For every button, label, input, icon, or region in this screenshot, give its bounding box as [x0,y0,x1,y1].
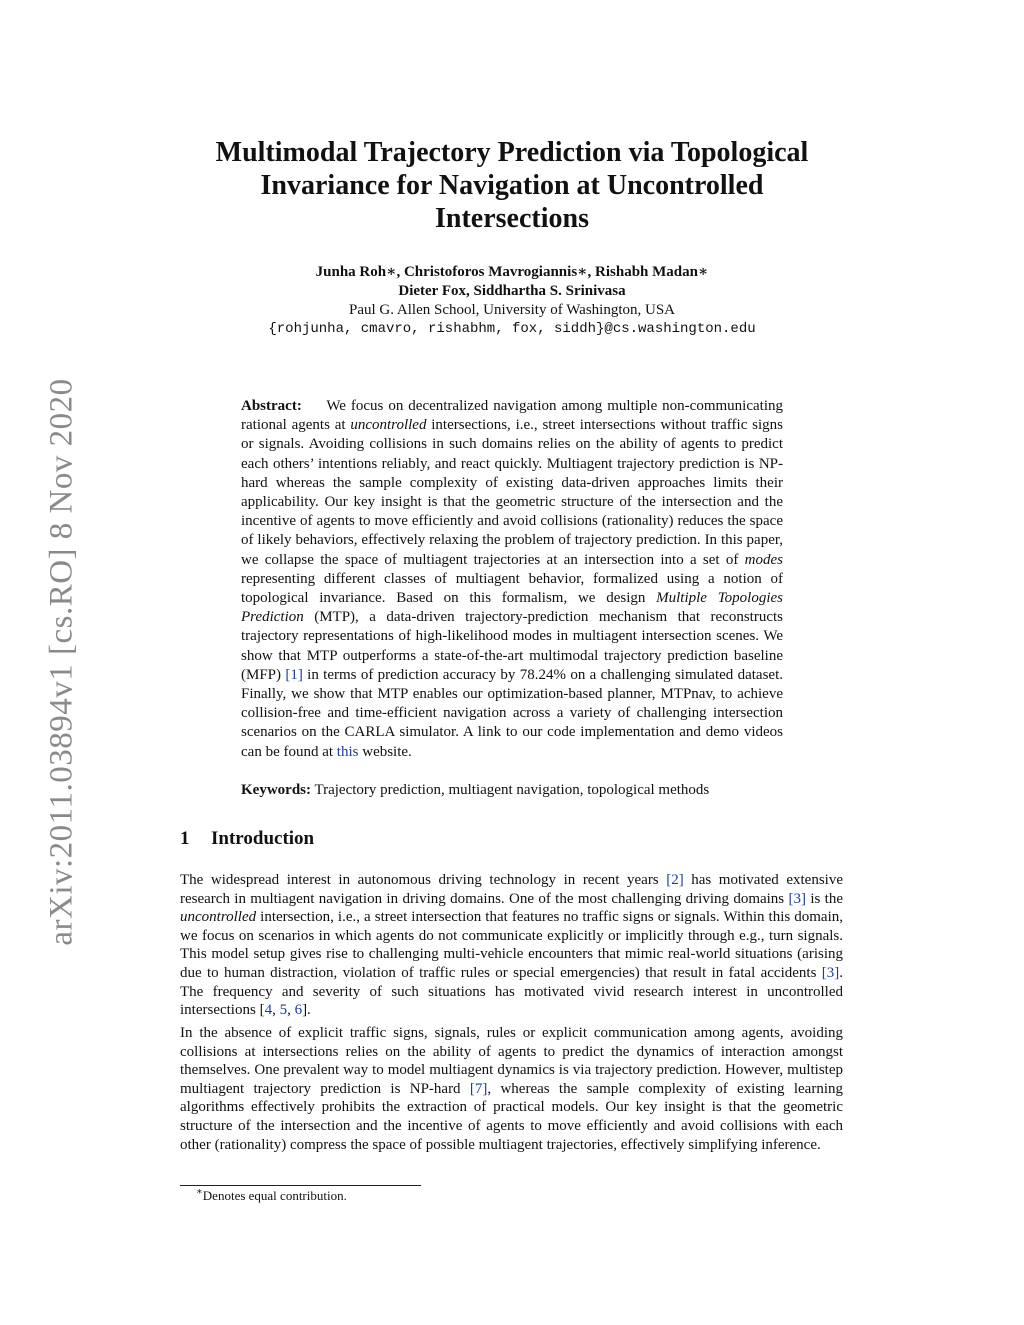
footnote-text: Denotes equal contribution. [202,1188,347,1203]
section-number: 1 [180,828,190,849]
section-heading-introduction [180,828,314,850]
website-link[interactable]: this [336,743,359,760]
abstract-text-6: website. [358,743,412,760]
keywords-text: Trajectory prediction, multiagent navigation, topological methods [311,782,710,798]
abstract-text-5: in terms of prediction accuracy by 78.24% on a challenging simulated dataset. Finally, we show that MTP enables our optimization-based planner, MTPnav, to achieve collision-free and time-efficient navigation across a variety of challenging intersection scenarios on the CARLA simulator. A link to our code implementation and demo videos can be found at [241,666,783,760]
p1-emphasis-uncontrolled: uncontrolled [180,909,257,926]
title-line-3: Intersections [435,203,589,234]
p1-text-6: ]. [302,1002,311,1019]
abstract-text-2: intersections, i.e., street intersections without traffic signs or signals. Avoiding collisions in such domains relies on the ability of agents to predict each others’ intentions reliably, and react quickly. Multiagent trajectory prediction is NP-hard whereas the sample complexity of existing data-driven approaches limits their applicability. Our key insight is that the geometric structure of the intersection and the incentive of agents to move efficiently and avoid collisions (rationality) reduces the space of likely behaviors, effectively relaxing the problem of trajectory prediction. In this paper, we collapse the space of multiagent trajectories at an intersection into a set of [241,417,783,568]
keywords [241,781,801,800]
intro-paragraph-2 [180,1024,843,1154]
footnote-divider [180,1185,421,1186]
citation-link-4[interactable]: 4 [264,1002,273,1019]
arxiv-identifier-stamp: arXiv:2011.03894v1 [cs.RO] 8 Nov 2020 [43,378,80,946]
title-line-2: Invariance for Navigation at Uncontrolled [260,170,764,201]
p1-text-1: The widespread interest in autonomous driving technology in recent years [180,872,667,888]
footnote [196,1188,347,1204]
abstract-emphasis-modes: modes [744,551,783,568]
p1-text-2: has motivated extensive research in multiagent navigation in driving domains. One of the most challenging driving domains [180,872,843,907]
citation-link-5[interactable]: 5 [279,1002,288,1019]
intro-paragraph-1 [180,871,843,1020]
abstract-text-1: We focus on decentralized navigation among multiple non-communicating rational agents at [241,398,783,434]
abstract-emphasis-mtp: Multiple Topologies Prediction [241,590,783,626]
citation-link-1[interactable]: [1] [285,666,303,683]
keywords-label: Keywords: [241,782,311,798]
citation-link-2[interactable]: [2] [666,872,684,888]
author-names-line-2: Dieter Fox, Siddhartha S. Srinivasa [398,283,626,299]
citation-link-3b[interactable]: [3] [821,964,840,981]
p2-text-1: In the absence of explicit traffic signs, signals, rules or explicit communication among agents, avoiding collisions at intersections relies on the ability of agents to predict the dynamics of interaction amongst themselves. One prevalent way to model multiagent dynamics is via trajectory prediction. However, multistep multiagent trajectory prediction is NP-hard [180,1025,843,1097]
paper-title [180,136,844,235]
citation-link-6[interactable]: 6 [294,1002,303,1019]
p1-comma-1: , [272,1002,280,1019]
p1-comma-2: , [287,1002,295,1019]
p1-text-3: is the [805,890,843,907]
affiliation: Paul G. Allen School, University of Washington, USA [348,302,675,318]
abstract-label: Abstract: [241,398,302,414]
section-title: Introduction [211,828,315,849]
citation-link-3[interactable]: [3] [788,890,806,907]
author-block [180,263,844,339]
p1-text-4: intersection, i.e., a street intersection that features no traffic signs or signals. Within this domain, we focus on scenarios in which agents do not communicate explicitly or implicitly through e.g., turn signals. This model setup gives rise to challenging multi-vehicle encounters that mimic real-world situations (arising due to human distraction, violation of traffic rules or special emergencies) that result in fatal accidents [180,909,843,981]
p1-text-5: . The frequency and severity of such situations has motivated vivid research interest in uncontrolled intersections [ [180,964,843,1019]
p2-text-2: , whereas the sample complexity of existing learning algorithms effectively prohibits the extraction of practical models. Our key insight is that the geometric structure of the intersection and the incentive of agents to move efficiently and avoid collisions with each other (rationality) compress the space of possible multiagent trajectories, effectively simplifying inference. [180,1080,843,1153]
abstract-emphasis-uncontrolled: uncontrolled [350,417,427,434]
abstract-text-4: (MTP), a data-driven trajectory-prediction mechanism that reconstructs trajectory representations of high-likelihood modes in multiagent intersection scenes. We show that MTP outperforms a state-of-the-art multimodal trajectory prediction baseline (MFP) [241,609,783,683]
title-line-1: Multimodal Trajectory Prediction via Topological [215,137,809,168]
citation-link-7[interactable]: [7] [469,1080,488,1097]
abstract-text-3: representing different classes of multiagent behavior, formalized using a notion of topological invariance. Based on this formalism, we design [241,570,783,607]
author-names-line-1: Junha Roh∗, Christoforos Mavrogiannis∗, Rishabh Madan∗ [315,264,709,280]
abstract [241,397,783,762]
footnote-mark: ∗ [196,1186,203,1198]
author-emails: {rohjunha, cmavro, rishabhm, fox, siddh}@cs.washington.edu [268,321,756,337]
